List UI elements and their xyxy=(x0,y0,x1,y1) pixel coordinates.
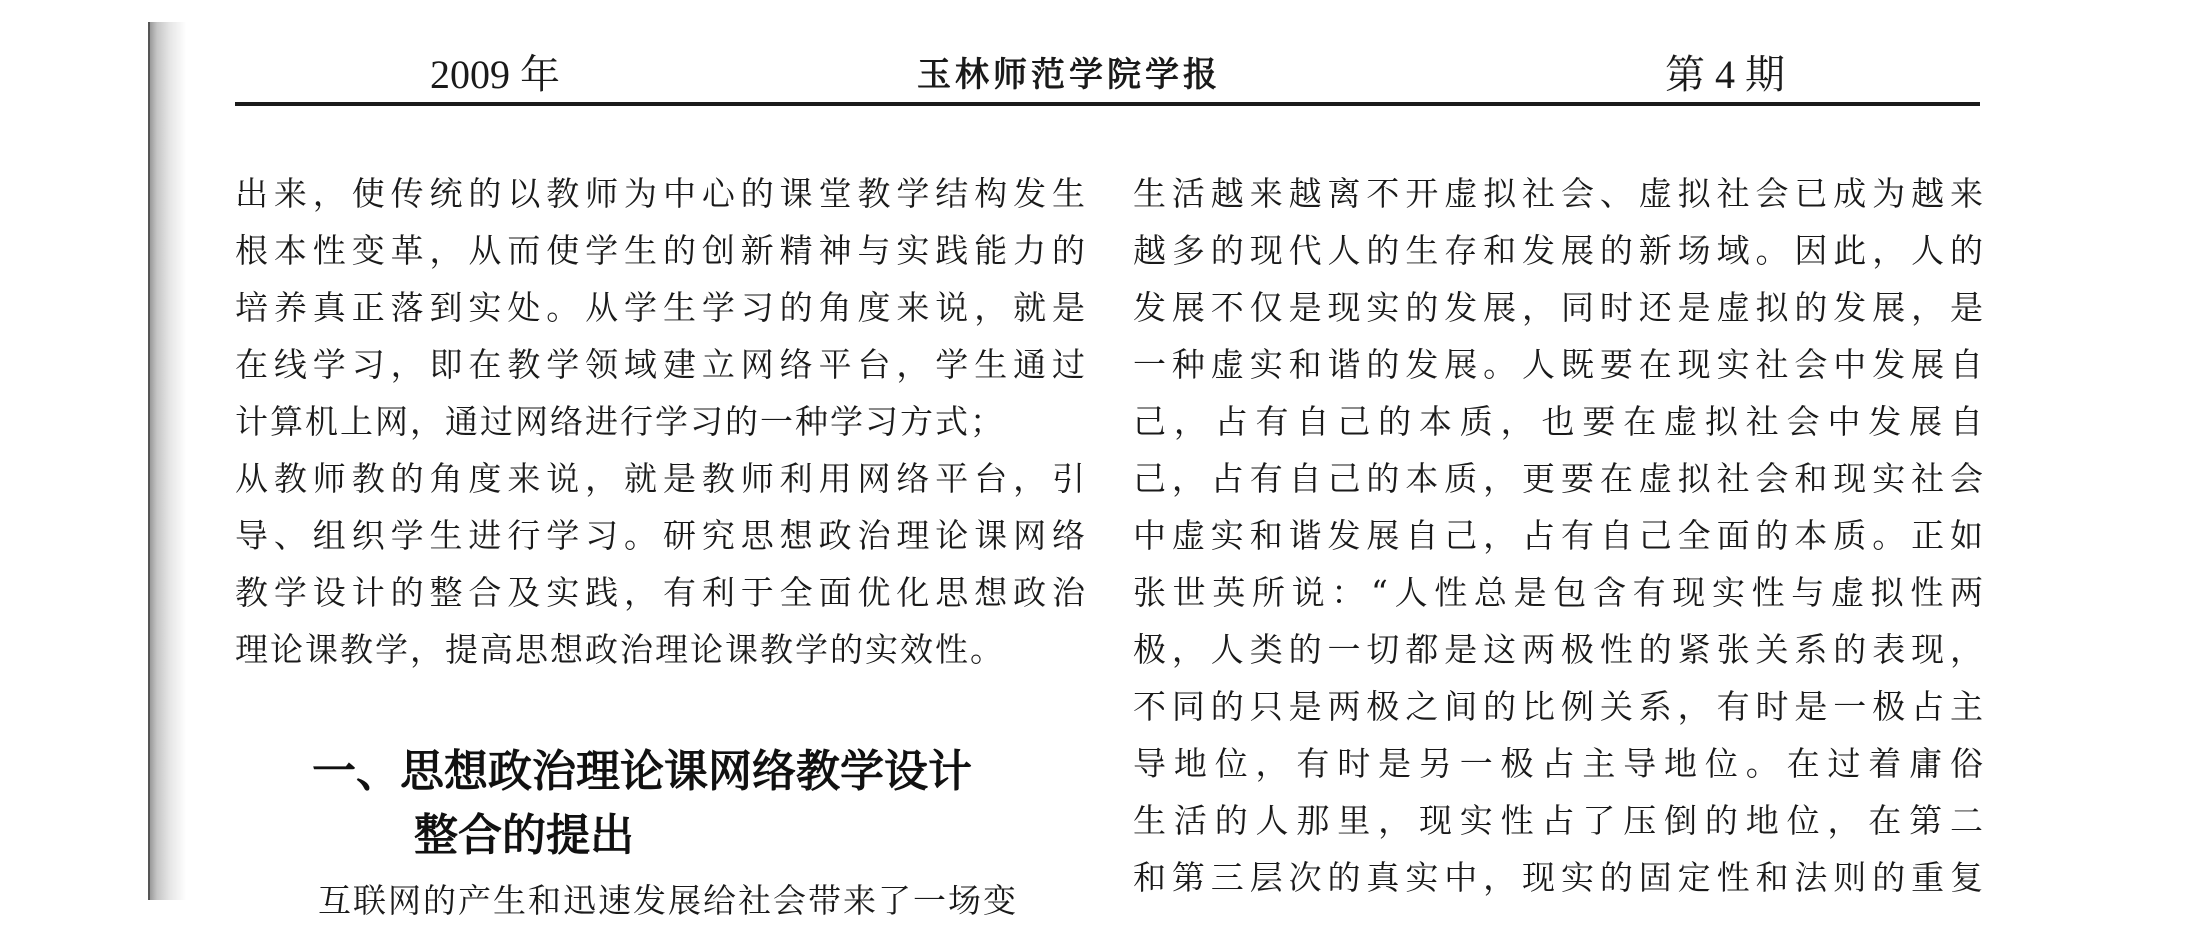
header-year: 2009 年 xyxy=(430,52,560,97)
text-line: 培养真正落到实处。从学生学习的角度来说，就是 xyxy=(235,288,1087,327)
scan-page-edge xyxy=(0,0,186,900)
text-line: 己，占有自己的本质，更要在虚拟社会和现实社会 xyxy=(1133,459,1985,498)
header-rule xyxy=(235,102,1980,106)
text-line: 根本性变革，从而使学生的创新精神与实践能力的 xyxy=(235,231,1087,270)
text-line: 从教师教的角度来说，就是教师利用网络平台，引 xyxy=(235,459,1087,498)
text-line: 己，占有自己的本质，也要在虚拟社会中发展自 xyxy=(1133,402,1985,441)
partial-text: 互联网的产生和迅速发展给社会带来了一场变 xyxy=(318,881,1018,920)
running-header xyxy=(235,40,1980,106)
text-line: 越多的现代人的生存和发展的新场域。因此，人的 xyxy=(1133,231,1985,270)
page-edge-shadow xyxy=(150,22,186,900)
text-line: 导地位，有时是另一极占主导地位。在过着庸俗 xyxy=(1133,744,1985,783)
text-line: 生活越来越离不开虚拟社会、虚拟社会已成为越来 xyxy=(1133,174,1985,213)
text-line: 教学设计的整合及实践，有利于全面优化思想政治 xyxy=(235,573,1087,612)
section-heading-line-1: 一、思想政治理论课网络教学设计 xyxy=(312,746,972,797)
header-journal-title: 玉林师范学院学报 xyxy=(917,55,1221,95)
left-column xyxy=(235,165,1087,678)
text-line: 在线学习，即在教学领域建立网络平台，学生通过 xyxy=(235,345,1087,384)
partial-paragraph-line xyxy=(318,872,1088,920)
text-line: 计算机上网，通过网络进行学习的一种学习方式； xyxy=(235,402,1005,441)
header-issue-number: 第 4 期 xyxy=(1665,52,1785,97)
section-heading xyxy=(312,740,972,868)
text-line: 和第三层次的真实中，现实的固定性和法则的重复 xyxy=(1133,858,1985,897)
text-line: 出来，使传统的以教师为中心的课堂教学结构发生 xyxy=(235,174,1087,213)
section-heading-line-2: 整合的提出 xyxy=(414,810,634,861)
text-line: 生活的人那里，现实性占了压倒的地位，在第二 xyxy=(1133,801,1985,840)
text-line: 一种虚实和谐的发展。人既要在现实社会中发展自 xyxy=(1133,345,1985,384)
text-line: 理论课教学，提高思想政治理论课教学的实效性。 xyxy=(235,630,1005,669)
text-line: 发展不仅是现实的发展，同时还是虚拟的发展，是 xyxy=(1133,288,1985,327)
text-line: 导、组织学生进行学习。研究思想政治理论课网络 xyxy=(235,516,1087,555)
text-line: 张世英所说：“人性总是包含有现实性与虚拟性两 xyxy=(1133,573,1985,612)
text-line: 极，人类的一切都是这两极性的紧张关系的表现， xyxy=(1133,630,1985,669)
text-line: 中虚实和谐发展自己，占有自己全面的本质。正如 xyxy=(1133,516,1985,555)
text-line: 不同的只是两极之间的比例关系，有时是一极占主 xyxy=(1133,687,1985,726)
right-column xyxy=(1133,165,1985,906)
